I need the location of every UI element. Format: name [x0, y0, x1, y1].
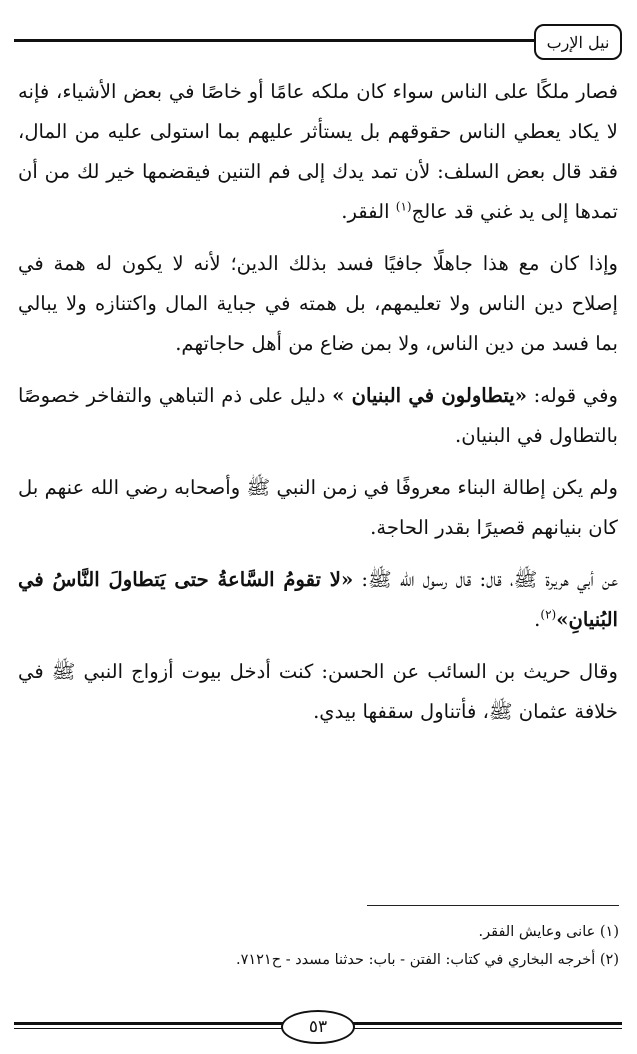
paragraph-3-prefix: وفي قوله:	[526, 384, 618, 407]
page-number-oval	[281, 1010, 355, 1044]
paragraph-1-text: فصار ملكًا على الناس سواء كان ملكه عامًا أو خاصًا في بعض الأشياء، فإنه لا يكاد يعطي الناس حقوقهم بل يستأثر عليهم بما استولى عليه من المال، فقد قال بعض السلف: لأن تمد يدك إلى فم التنين فيقضمها خير لك من أن تمدها إلى يد غني قد عالج	[18, 80, 618, 223]
paragraph-5-end: .	[534, 608, 541, 631]
header-rule	[14, 39, 536, 42]
footnote-marker-2[interactable]: (٢)	[540, 607, 557, 622]
paragraph-1	[18, 72, 618, 232]
paragraph-3	[18, 376, 618, 456]
page-body	[18, 72, 618, 744]
paragraph-6: وقال حريث بن السائب عن الحسن: كنت أدخل بيوت أزواج النبي ﷺ في خلافة عثمان ﷺ، فأتناول سقفها بيدي.	[18, 660, 618, 723]
book-title-box	[534, 24, 622, 60]
paragraph-5	[18, 560, 618, 640]
footnote-marker-1[interactable]: (١)	[395, 199, 412, 214]
footnotes	[19, 918, 619, 974]
footnote-1: (١) عانى وعايش الفقر.	[478, 924, 619, 940]
paragraph-1-end: الفقر.	[341, 200, 396, 223]
paragraph-3-suffix: دليل على ذم التباهي والتفاخر خصوصًا بالتطاول في البنيان.	[18, 384, 618, 447]
page-footer	[14, 1010, 622, 1044]
paragraph-5-prefix: عن أبي هريرة ﷺ، قال: قال رسول الله ﷺ:	[353, 568, 618, 591]
page-header	[14, 22, 622, 62]
footnote-separator	[367, 905, 619, 906]
hadith-text: «لا تقومُ السَّاعةُ حتى يَتطاولَ النَّاسُ في البُنيانِ»	[18, 568, 618, 631]
footnote-2: (٢) أخرجه البخاري في كتاب: الفتن - باب: حدثنا مسدد - ح٧١٢١.	[235, 952, 619, 968]
quoted-phrase: «يتطاولون في البنيان »	[332, 384, 527, 407]
paragraph-4: ولم يكن إطالة البناء معروفًا في زمن النبي ﷺ وأصحابه رضي الله عنهم بل كان بنيانهم قصيرًا بقدر الحاجة.	[18, 476, 618, 539]
book-title: نيل الإرب	[546, 32, 610, 52]
paragraph-2: وإذا كان مع هذا جاهلًا جافيًا فسد بذلك الدين؛ لأنه لا يكون له همة في إصلاح دين الناس ولا تعليمهم، بل همته في جباية المال واكتنازه ولا يبالي بما فسد من دين الناس، ولا بمن ضاع من أهل حاجاتهم.	[18, 252, 618, 355]
page-number: ٥٣	[308, 1017, 328, 1037]
